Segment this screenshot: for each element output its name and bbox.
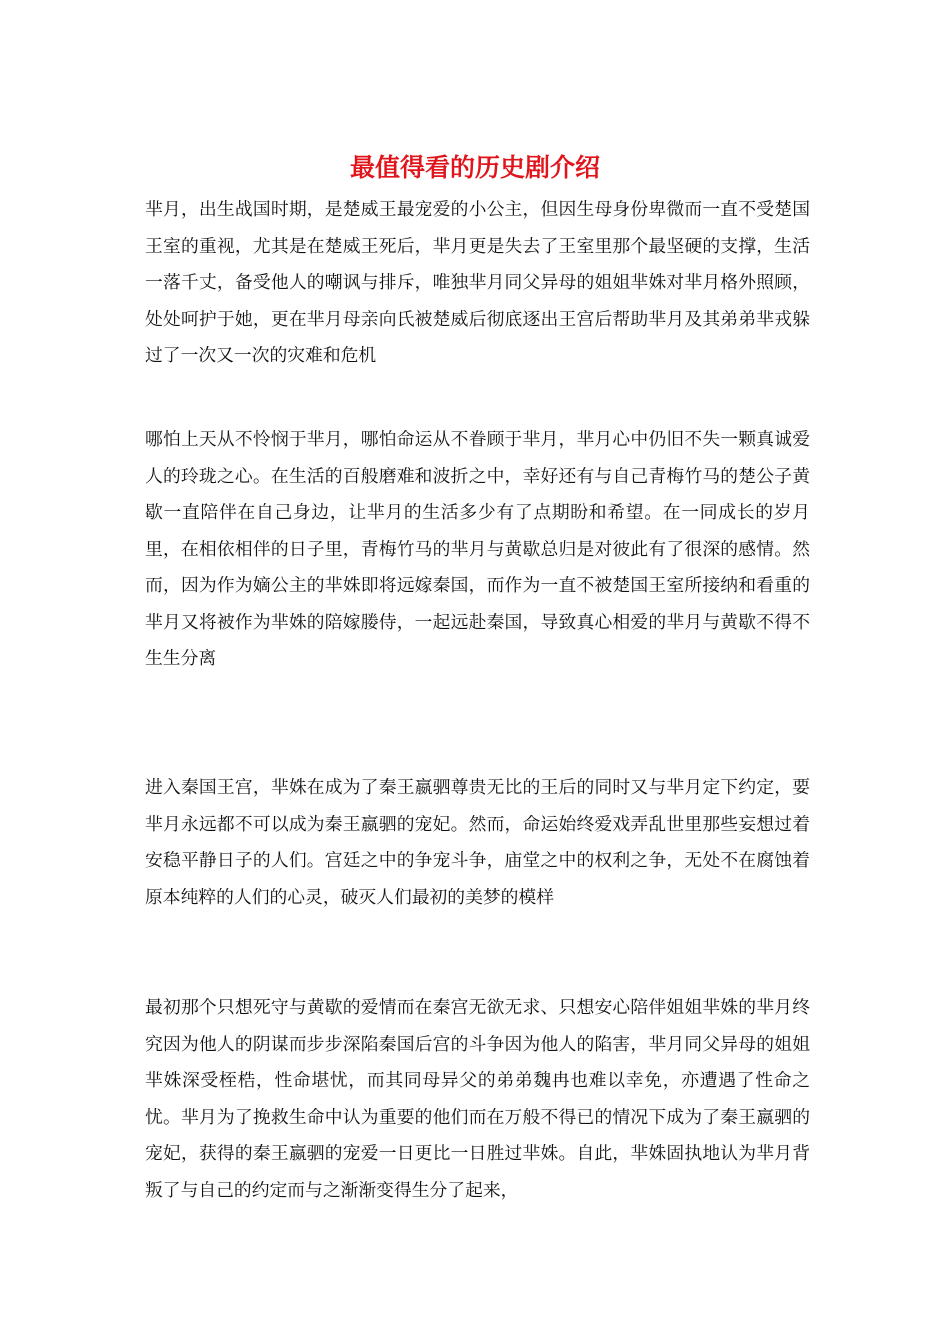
document-title: 最值得看的历史剧介绍	[349, 153, 600, 182]
paragraph-4: 最初那个只想死守与黄歇的爱情而在秦宫无欲无求、只想安心陪伴姐姐芈姝的芈月终究因为他人的阴谋而步步深陷秦国后宫的斗争因为他人的陷害，芈月同父异母的姐姐芈姝深受桎梏，性命堪忧，而其同母异父的弟弟魏冉也难以幸免，亦遭遇了性命之忧。芈月为了挽救生命中认为重要的他们而在万般不得已的情况下成为了秦王嬴驷的宠妃，获得的秦王嬴驷的宠爱一日更比一日胜过芈姝。自此，芈姝固执地认为芈月背叛了与自己的约定而与之渐渐变得生分了起来，	[145, 997, 810, 1201]
paragraph-2: 哪怕上天从不怜悯于芈月，哪怕命运从不眷顾于芈月，芈月心中仍旧不失一颗真诚爱人的玲珑之心。在生活的百般磨难和波折之中，幸好还有与自己青梅竹马的楚公子黄歇一直陪伴在自己身边，让芈月的生活多少有了点期盼和希望。在一同成长的岁月里，在相依相伴的日子里，青梅竹马的芈月与黄歇总归是对彼此有了很深的感情。然而，因为作为嫡公主的芈姝即将远嫁秦国，而作为一直不被楚国王室所接纳和看重的芈月又将被作为芈姝的陪嫁媵侍，一起远赴秦国，导致真心相爱的芈月与黄歇不得不生生分离	[145, 429, 810, 669]
paragraph-3: 进入秦国王宫，芈姝在成为了秦王嬴驷尊贵无比的王后的同时又与芈月定下约定，要芈月永远都不可以成为秦王嬴驷的宠妃。然而，命运始终爱戏弄乱世里那些妄想过着安稳平静日子的人们。宫廷之中的争宠斗争，庙堂之中的权利之争，无处不在腐蚀着原本纯粹的人们的心灵，破灭人们最初的美梦的模样	[145, 777, 810, 908]
paragraph-1: 芈月，出生战国时期，是楚威王最宠爱的小公主，但因生母身份卑微而一直不受楚国王室的重视，尤其是在楚威王死后，芈月更是失去了王室里那个最坚硬的支撑，生活一落千丈，备受他人的嘲讽与排斥，唯独芈月同父异母的姐姐芈姝对芈月格外照顾，处处呵护于她，更在芈月母亲向氏被楚威后彻底逐出王宫后帮助芈月及其弟弟芈戎躲过了一次又一次的灾难和危机	[145, 199, 810, 366]
